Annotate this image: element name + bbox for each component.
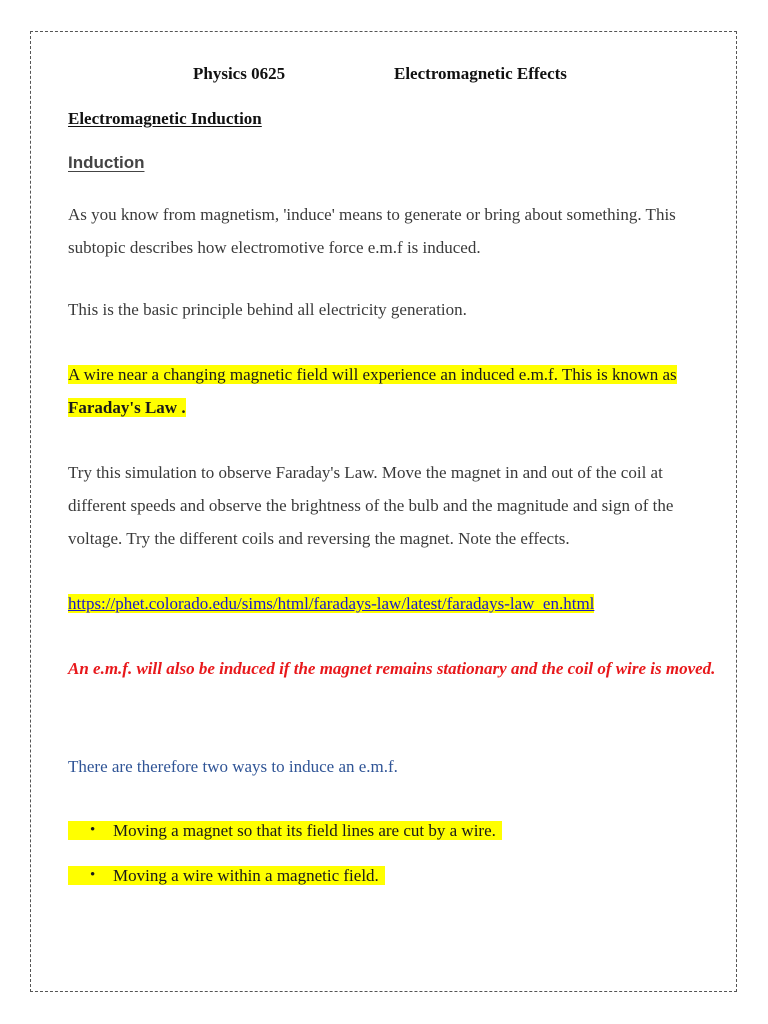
faraday-law-paragraph	[68, 358, 718, 424]
topic-header: Electromagnetic Effects	[394, 64, 567, 83]
two-ways-paragraph: There are therefore two ways to induce an e.m.f.	[68, 757, 398, 776]
bullet-icon: •	[90, 867, 96, 883]
list-item	[68, 814, 502, 847]
section-title: Electromagnetic Induction	[68, 109, 262, 128]
principle-paragraph: This is the basic principle behind all electricity generation.	[68, 300, 467, 319]
list-item	[68, 859, 502, 892]
simulation-link[interactable]: https://phet.colorado.edu/sims/html/faradays-law/latest/faradays-law_en.html	[68, 594, 595, 613]
bullet-icon: •	[90, 822, 96, 838]
bullet-text: Moving a magnet so that its field lines are cut by a wire.	[113, 821, 496, 840]
stationary-magnet-note: An e.m.f. will also be induced if the magnet remains stationary and the coil of wire is moved.	[68, 659, 716, 678]
simulation-paragraph: Try this simulation to observe Faraday's Law. Move the magnet in and out of the coil at different speeds and observe the brightness of the bulb and the magnitude and sign of the voltage. Try the different coils and reversing the magnet. Note the effects.	[68, 463, 674, 548]
subsection-title: Induction	[68, 153, 145, 172]
induction-methods-list	[68, 814, 502, 904]
bullet-text: Moving a wire within a magnetic field.	[113, 866, 379, 885]
course-header: Physics 0625	[193, 64, 286, 83]
faraday-law-term: Faraday's Law .	[68, 398, 186, 417]
simulation-link-paragraph	[68, 587, 718, 620]
intro-paragraph: As you know from magnetism, 'induce' means to generate or bring about something. This subtopic describes how electromotive force e.m.f is induced.	[68, 205, 676, 257]
faraday-law-text: A wire near a changing magnetic field will experience an induced e.m.f. This is known as	[68, 365, 677, 384]
